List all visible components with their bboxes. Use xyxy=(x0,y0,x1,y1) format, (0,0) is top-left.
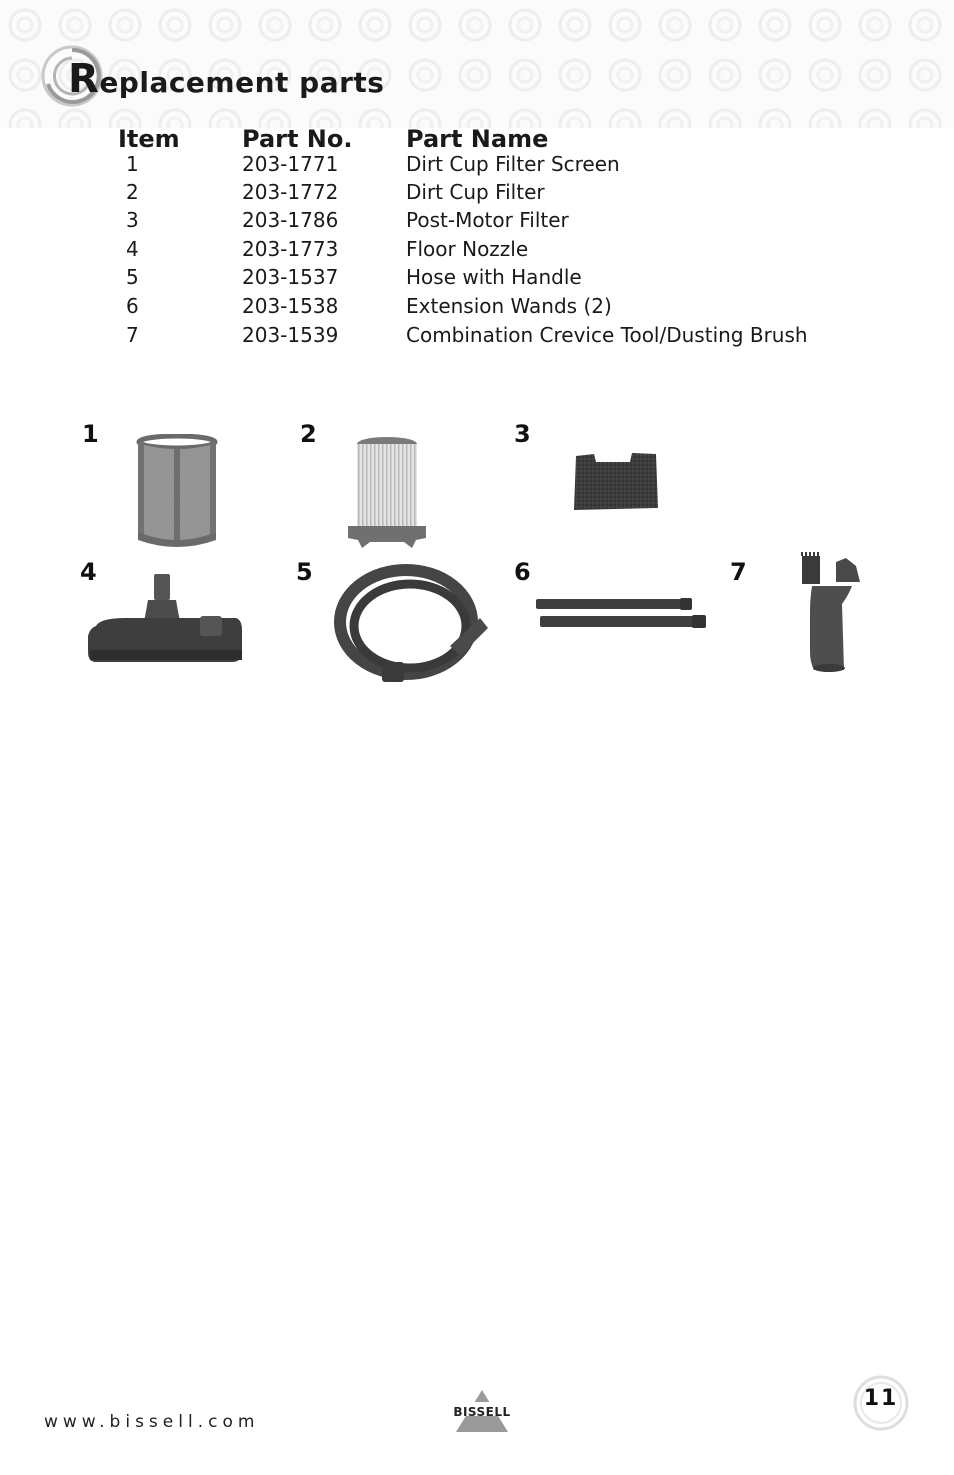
figure-number: 3 xyxy=(514,420,531,448)
page-title-rest: eplacement parts xyxy=(99,66,385,99)
table-row xyxy=(118,294,838,322)
figure-number: 5 xyxy=(296,558,313,586)
pleated-filter-icon xyxy=(346,436,428,550)
floor-nozzle-icon xyxy=(86,572,246,668)
foam-filter-icon xyxy=(572,450,660,512)
extension-wands-icon xyxy=(534,594,710,634)
figure-number: 2 xyxy=(300,420,317,448)
part-number: 203-1772 xyxy=(242,180,339,204)
part-number: 203-1537 xyxy=(242,265,339,289)
item-number: 6 xyxy=(126,294,139,318)
crevice-tool-icon xyxy=(796,552,864,674)
column-header-item: Item xyxy=(118,125,180,153)
part-number: 203-1771 xyxy=(242,152,339,176)
item-number: 3 xyxy=(126,208,139,232)
figure-number: 4 xyxy=(80,558,97,586)
table-row xyxy=(118,237,838,265)
footer-website: www.bissell.com xyxy=(44,1412,260,1432)
column-header-part-name: Part Name xyxy=(406,125,549,153)
item-number: 5 xyxy=(126,265,139,289)
column-header-part-no: Part No. xyxy=(242,125,353,153)
item-number: 1 xyxy=(126,152,139,176)
part-name: Hose with Handle xyxy=(406,265,582,289)
part-name: Floor Nozzle xyxy=(406,237,529,261)
part-name: Dirt Cup Filter xyxy=(406,180,545,204)
part-number: 203-1538 xyxy=(242,294,339,318)
table-row xyxy=(118,180,838,208)
filter-screen-icon xyxy=(134,434,220,548)
item-number: 2 xyxy=(126,180,139,204)
table-row xyxy=(118,323,838,351)
part-number: 203-1773 xyxy=(242,237,339,261)
hose-icon xyxy=(330,562,492,686)
brand-name: BISSELL xyxy=(453,1405,511,1419)
item-number: 7 xyxy=(126,323,139,347)
part-number: 203-1539 xyxy=(242,323,339,347)
part-number: 203-1786 xyxy=(242,208,339,232)
figure-number: 1 xyxy=(82,420,99,448)
table-row xyxy=(118,208,838,236)
page-number: 11 xyxy=(863,1386,899,1411)
part-name: Post-Motor Filter xyxy=(406,208,569,232)
table-row xyxy=(118,265,838,293)
page-title-initial: R xyxy=(68,56,100,102)
part-name: Dirt Cup Filter Screen xyxy=(406,152,620,176)
figure-number: 6 xyxy=(514,558,531,586)
page-title xyxy=(68,56,384,102)
item-number: 4 xyxy=(126,237,139,261)
table-row xyxy=(118,152,838,180)
part-name: Extension Wands (2) xyxy=(406,294,612,318)
figure-number: 7 xyxy=(730,558,747,586)
part-name: Combination Crevice Tool/Dusting Brush xyxy=(406,323,808,347)
